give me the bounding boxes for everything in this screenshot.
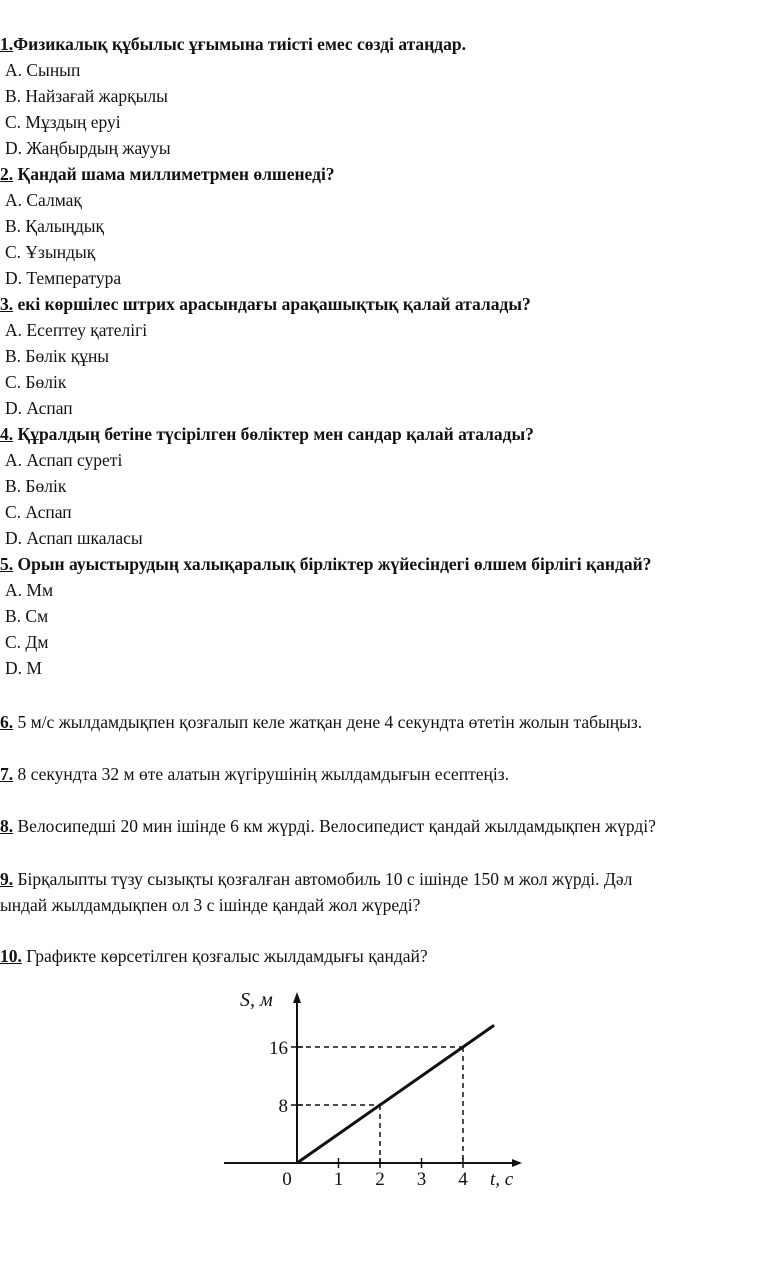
question-text: Графикте көрсетілген қозғалыс жылдамдығы қандай?: [21, 946, 428, 966]
option-2a: A. Салмақ: [5, 190, 82, 210]
question-number: 4.: [0, 424, 14, 444]
question-text: Физикалық құбылыс ұғымына тиісті емес сөзді атаңдар.: [13, 34, 466, 54]
x-tick-label-1: 1: [333, 1169, 344, 1190]
question-9: [0, 868, 632, 890]
question-number: 8.: [0, 816, 14, 836]
option-2d: D. Температура: [5, 268, 122, 288]
option-5b: B. См: [5, 606, 49, 626]
question-number: 1.: [0, 34, 14, 54]
option-4b: B. Бөлік: [5, 476, 67, 496]
question-2: [0, 163, 335, 185]
question-text: Орын ауыстырудың халықаралық бірліктер жүйесіндегі өлшем бірлігі қандай?: [13, 554, 652, 574]
option-4a: A. Аспап суреті: [5, 450, 123, 470]
option-5c: C. Дм: [5, 632, 49, 652]
question-4: [0, 423, 534, 445]
question-text: екі көршілес штрих арасындағы арақашықтық қалай аталады?: [13, 294, 531, 314]
option-5d: D. М: [5, 658, 42, 678]
y-tick-label-16: 16: [269, 1038, 288, 1059]
y-tick-label-8: 8: [278, 1096, 288, 1117]
x-axis-label: t, с: [490, 1169, 514, 1190]
question-text: Велосипедші 20 мин ішінде 6 км жүрді. Велосипедист қандай жылдамдықпен жүрді?: [13, 816, 656, 836]
option-2c: C. Ұзындық: [5, 242, 96, 262]
question-number: 5.: [0, 554, 14, 574]
y-axis-label: S, м: [240, 989, 273, 1011]
option-5a: A. Мм: [5, 580, 54, 600]
x-tick-label-4: 4: [458, 1169, 468, 1190]
question-7: [0, 763, 509, 785]
distance-time-graph: [220, 980, 530, 1195]
option-1b: B. Найзағай жарқылы: [5, 86, 168, 106]
question-text: 8 секундта 32 м өте алатын жүгірушінің жылдамдығын есептеңіз.: [13, 764, 509, 784]
option-4c: C. Аспап: [5, 502, 72, 522]
x-tick-label-2: 2: [375, 1169, 385, 1190]
question-5: [0, 553, 651, 575]
question-number: 9.: [0, 869, 14, 889]
question-1: [0, 33, 466, 55]
question-text: Құралдың бетіне түсірілген бөліктер мен сандар қалай аталады?: [13, 424, 534, 444]
question-8: [0, 815, 656, 837]
option-2b: B. Қалыңдық: [5, 216, 105, 236]
question-number: 6.: [0, 712, 14, 732]
option-1a: A. Сынып: [5, 60, 81, 80]
question-text: Қандай шама миллиметрмен өлшенеді?: [13, 164, 335, 184]
question-number: 7.: [0, 764, 14, 784]
question-9-continuation: ындай жылдамдықпен ол 3 с ішінде қандай жол жүреді?: [0, 895, 421, 915]
question-3: [0, 293, 531, 315]
option-3a: A. Есептеу қателігі: [5, 320, 148, 340]
question-6: [0, 711, 642, 733]
question-10: [0, 945, 428, 967]
question-text: Бірқалыпты түзу сызықты қозғалған автомобиль 10 с ішінде 150 м жол жүрді. Дәл: [13, 869, 633, 889]
option-1d: D. Жаңбырдың жаууы: [5, 138, 171, 158]
x-tick-label-0: 0: [282, 1169, 292, 1190]
option-4d: D. Аспап шкаласы: [5, 528, 143, 548]
question-number: 3.: [0, 294, 14, 314]
x-tick-label-3: 3: [416, 1169, 427, 1190]
option-3b: B. Бөлік құны: [5, 346, 110, 366]
option-3d: D. Аспап: [5, 398, 73, 418]
option-1c: C. Мұздың еруі: [5, 112, 121, 132]
question-number: 10.: [0, 946, 22, 966]
option-3c: C. Бөлік: [5, 372, 67, 392]
question-text: 5 м/с жылдамдықпен қозғалып келе жатқан дене 4 секундта өтетін жолын табыңыз.: [13, 712, 643, 732]
question-number: 2.: [0, 164, 14, 184]
